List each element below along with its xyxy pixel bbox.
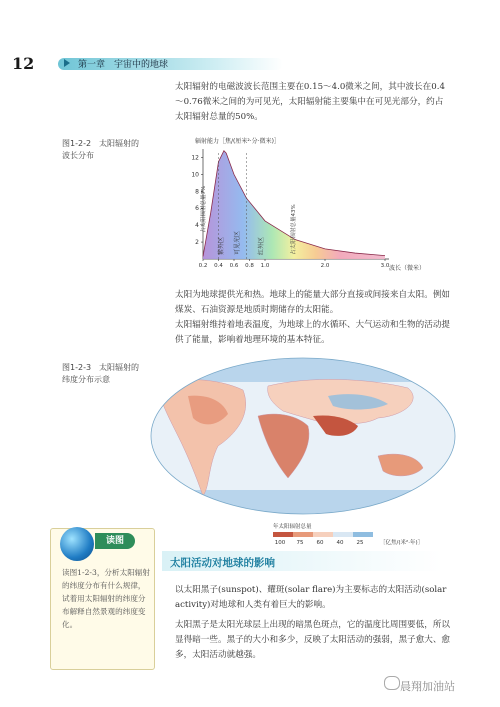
figure2-caption-line2: 纬度分布示意	[62, 375, 110, 384]
wechat-icon	[384, 676, 400, 690]
wavelength-chart	[175, 135, 426, 275]
y-tick-label: 10	[191, 171, 199, 179]
paragraph-solar-activity: 以太阳黑子(sunspot)、耀斑(solar flare)为主要标志的太阳活动(solar activity)对地球和人类有着巨大的影响。	[175, 585, 447, 610]
chapter-title: 第一章 宇宙中的地球	[78, 60, 169, 70]
visible-zone-label: 可见光区	[234, 230, 241, 255]
x-tick-label: 0.4	[214, 263, 223, 269]
radiation-world-map	[148, 356, 458, 546]
paragraph-wavelength: 太阳辐射的电磁波波长范围主要在0.15～4.0微米之间，其中波长在0.4～0.76微米之间的为可见光，太阳辐射能主要集中在可见光部分，约占太阳辐射总量的50%。	[175, 82, 445, 122]
uv-share-label: 占太阳辐射总量7%	[201, 185, 207, 233]
chapter-arrow-icon	[64, 59, 70, 67]
x-axis-label: 波长（微米）	[389, 265, 426, 272]
legend-title: 年太阳辐射总量	[273, 524, 312, 530]
figure1-caption	[62, 138, 139, 162]
y-tick-label: 12	[191, 154, 199, 162]
reading-tag: 读图	[95, 533, 135, 549]
legend-swatch	[333, 532, 353, 537]
legend-value: 25	[356, 540, 364, 546]
y-axis-label: 辐射能力［焦/(厘米²·分·微米)］	[195, 138, 280, 145]
map-legend	[273, 532, 373, 546]
ir-share-label: 占太阳辐射总量43%	[291, 204, 297, 255]
y-tick-label: 6	[195, 205, 199, 213]
y-tick-label: 8	[195, 188, 199, 196]
legend-swatch	[353, 532, 373, 537]
x-tick-label: 1.0	[260, 263, 270, 269]
y-tick-label: 2	[195, 239, 199, 247]
x-tick-label: 0.6	[229, 263, 239, 269]
legend-value: 75	[296, 540, 304, 546]
paragraph-solar-energy: 太阳为地球提供光和热。地球上的能量大部分直接或间接来自太阳。例如煤炭、石油资源是地质时期储存的太阳能。	[175, 290, 451, 315]
watermark: 晨翔加油站	[400, 680, 455, 693]
x-tick-label: 0.8	[245, 263, 254, 269]
figure2-caption	[62, 362, 139, 386]
reading-prompt: 读图1-2-3，分析太阳辐射的纬度分布有什么规律，试着用太阳辐射的纬度分布解释自然景观的纬度变化。	[62, 568, 150, 629]
page-number: 12	[12, 54, 35, 73]
legend-swatch	[273, 532, 293, 537]
section-title: 太阳活动对地球的影响	[170, 557, 275, 569]
globe-icon	[60, 527, 94, 561]
map-body	[148, 356, 458, 516]
y-tick-label: 4	[195, 222, 199, 230]
legend-value: 60	[316, 540, 324, 546]
legend-unit: ［亿焦/(米²·年)］	[380, 540, 424, 546]
x-tick-label: 2.0	[320, 263, 330, 269]
x-tick-label: 3.0	[380, 263, 390, 269]
figure2-caption-line1: 图1-2-3 太阳辐射的	[62, 363, 140, 372]
ir-zone-label: 红外区	[258, 236, 265, 255]
x-tick-label: 0.2	[198, 263, 208, 269]
figure1-caption-line1: 图1-2-2 太阳辐射的	[62, 139, 140, 148]
figure1-caption-line2: 波长分布	[62, 151, 94, 160]
legend-value: 100	[274, 540, 286, 546]
legend-swatch	[313, 532, 333, 537]
uv-zone-label: 紫外区	[218, 236, 225, 255]
legend-value: 40	[336, 540, 344, 546]
paragraph-sunspot: 太阳黑子是太阳光球层上出现的暗黑色斑点，它的温度比周围要低，所以显得暗一些。黑子的大小和多少，反映了太阳活动的强弱，黑子愈大、愈多，太阳活动就越强。	[175, 620, 451, 660]
legend-swatch	[293, 532, 313, 537]
paragraph-surface-temperature: 太阳辐射维持着地表温度，为地球上的水循环、大气运动和生物的活动提供了能量，影响着地理环境的基本特征。	[175, 320, 451, 345]
